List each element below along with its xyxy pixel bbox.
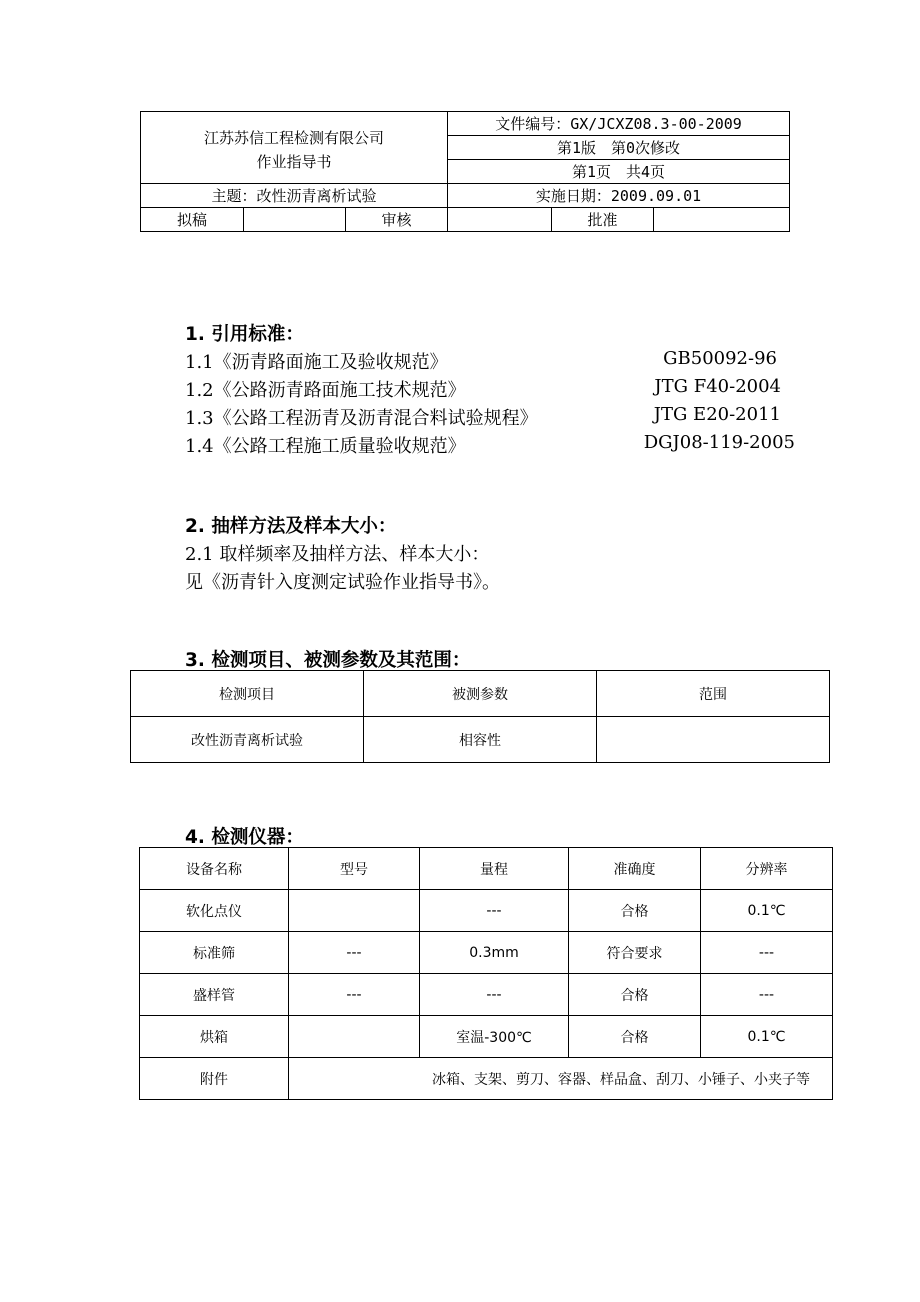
effective-date: 实施日期：2009.09.01 (448, 184, 790, 208)
section3-title: 3. 检测项目、被测参数及其范围： (185, 650, 471, 671)
instruments-table (139, 847, 833, 1100)
approve-value (654, 208, 790, 232)
table-header-cell: 准确度 (569, 848, 701, 890)
table-cell: --- (701, 932, 833, 974)
sampling-reference: 见《沥青针入度测定试验作业指导书》。 (185, 572, 500, 593)
reference-item (185, 432, 795, 458)
table-row (140, 890, 833, 932)
table-row (140, 974, 833, 1016)
approve-label: 批准 (552, 208, 654, 232)
accessory-list: 冰箱、支架、剪刀、容器、样品盒、刮刀、小锤子、小夹子等 (289, 1058, 833, 1100)
table-header-cell: 分辨率 (701, 848, 833, 890)
draft-label: 拟稿 (141, 208, 244, 232)
table-cell (289, 1016, 420, 1058)
table-cell: 相容性 (364, 717, 597, 763)
review-value (448, 208, 552, 232)
reference-item (185, 376, 795, 402)
table-header-cell: 被测参数 (364, 671, 597, 717)
section2-title: 2. 抽样方法及样本大小： (185, 516, 397, 537)
draft-value (244, 208, 346, 232)
test-items-table (130, 670, 830, 763)
table-cell: 0.3mm (420, 932, 569, 974)
table-cell: 合格 (569, 890, 701, 932)
table-header-cell: 检测项目 (131, 671, 364, 717)
table-cell: 烘箱 (140, 1016, 289, 1058)
table-header-cell: 型号 (289, 848, 420, 890)
reference-code: GB50092-96 (663, 348, 777, 369)
table-cell: 盛样管 (140, 974, 289, 1016)
table-cell: --- (420, 890, 569, 932)
reference-name: 1.4《公路工程施工质量验收规范》 (185, 436, 466, 457)
sampling-line: 2.1 取样频率及抽样方法、样本大小： (185, 544, 490, 565)
table-row (140, 1058, 833, 1100)
company-cell (141, 112, 448, 184)
section4-title: 4. 检测仪器： (185, 827, 304, 848)
company-name: 江苏苏信工程检测有限公司 (204, 128, 385, 147)
table-cell (289, 890, 420, 932)
table-header-cell: 设备名称 (140, 848, 289, 890)
reference-item (185, 404, 795, 430)
reference-name: 1.2《公路沥青路面施工技术规范》 (185, 380, 466, 401)
reference-name: 1.3《公路工程沥青及沥青混合料试验规程》 (185, 408, 538, 429)
table-cell: 改性沥青离析试验 (131, 717, 364, 763)
doc-type: 作业指导书 (256, 152, 332, 171)
table-header-cell: 量程 (420, 848, 569, 890)
table-cell: 0.1℃ (701, 1016, 833, 1058)
table-cell: 标准筛 (140, 932, 289, 974)
table-cell: --- (420, 974, 569, 1016)
table-cell: --- (289, 932, 420, 974)
section1-title: 1. 引用标准： (185, 324, 304, 345)
subject: 主题：改性沥青离析试验 (141, 184, 448, 208)
table-cell: 室温-300℃ (420, 1016, 569, 1058)
table-cell: 合格 (569, 1016, 701, 1058)
table-row (140, 1016, 833, 1058)
table-cell: 符合要求 (569, 932, 701, 974)
table-cell: --- (701, 974, 833, 1016)
page-info: 第1页 共4页 (448, 160, 790, 184)
table-cell: --- (289, 974, 420, 1016)
reference-code: DGJ08-119-2005 (643, 432, 795, 453)
table-cell: 0.1℃ (701, 890, 833, 932)
doc-number: 文件编号：GX/JCXZ08.3-00-2009 (448, 112, 790, 136)
table-row (140, 932, 833, 974)
accessory-label: 附件 (140, 1058, 289, 1100)
table-cell: 合格 (569, 974, 701, 1016)
table-header-cell: 范围 (597, 671, 830, 717)
review-label: 审核 (346, 208, 448, 232)
version: 第1版 第0次修改 (448, 136, 790, 160)
reference-name: 1.1《沥青路面施工及验收规范》 (185, 352, 448, 373)
reference-item (185, 348, 795, 374)
table-cell: 软化点仪 (140, 890, 289, 932)
reference-code: JTG E20-2011 (653, 404, 781, 425)
document-header-table (140, 111, 790, 232)
table-cell (597, 717, 830, 763)
reference-code: JTG F40-2004 (654, 376, 781, 397)
